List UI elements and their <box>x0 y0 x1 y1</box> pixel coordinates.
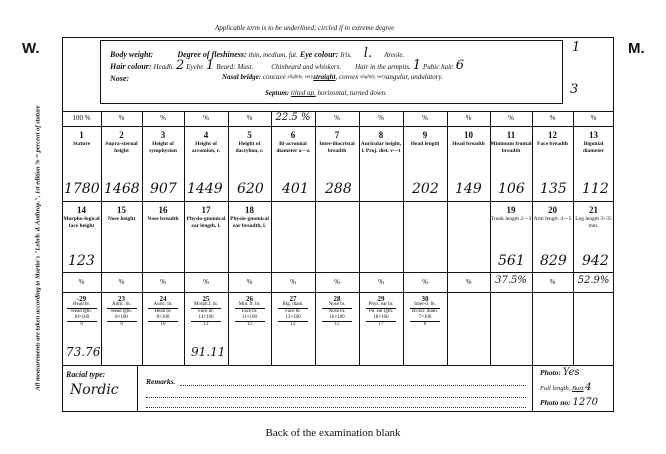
photo-no-label: Photo no: <box>540 398 571 407</box>
arm-length-value: 829 <box>540 253 567 269</box>
dactylion-height-value: 620 <box>237 181 264 197</box>
full-length-line <box>540 382 592 393</box>
grid-line <box>532 365 533 412</box>
nose-label: Nose: <box>110 74 130 83</box>
remarks-line <box>146 397 526 398</box>
trunk-length-value: 561 <box>498 253 525 269</box>
beard-label: Beard: <box>216 63 236 71</box>
bigonial-diameter-value: 112 <box>582 181 609 197</box>
index-cell-ear: 29 Phys. ear br. Ph. ear lgth. 18×100 17 <box>359 296 403 328</box>
measurement-cell-dactylion-height: 5 Height of dactylion, r. <box>235 130 264 154</box>
acromion-height-value: 1449 <box>187 181 223 197</box>
percent-cell: % <box>290 278 296 286</box>
measurement-cell-ear-length: 17 Physio-gnomical ear length, l. <box>186 205 226 229</box>
percent-cell: % <box>422 278 428 286</box>
racial-type-value: Nordic <box>70 382 119 398</box>
corner-label-right: M. <box>628 40 645 57</box>
percent-cell: % <box>508 114 514 122</box>
iris-value: l. <box>363 46 373 61</box>
full-length-option: Full length, <box>540 385 571 392</box>
facial-index-value: 91.11 <box>191 345 226 359</box>
measurement-cell-arm-length: 20 Arm lengtl. 4—5 <box>533 205 572 222</box>
figure-caption: Back of the examination blank <box>265 427 401 439</box>
index-cell-frontoparietal: 26 Min. fr. br. Face br. 11×100 12 <box>228 296 271 328</box>
photo-no-line <box>540 397 598 408</box>
measurement-cell-suprasternal-height: 2 Supra-sternal height <box>105 130 138 154</box>
iris-label: Iris. <box>340 51 352 59</box>
index-cell-breadth-height: 24 Auric. ht. Head br. 8×100 10 <box>142 296 184 328</box>
racial-type-label: Racial type: <box>66 370 106 379</box>
measurement-cell-symphysion-height: 3 Height of symphysion <box>149 130 177 154</box>
grid-line <box>447 111 448 365</box>
percent-cell: % <box>246 278 253 286</box>
index-cell-cephalic: -29 Head br. Head lgth. 10×100 9 <box>62 296 101 328</box>
grid-line <box>532 111 533 365</box>
areole-label: Areole. <box>384 51 405 59</box>
percent-cell: % <box>203 278 209 286</box>
measurement-cell-face-breadth: 12 Face breadth <box>537 130 568 147</box>
percent-cell: % <box>590 114 597 122</box>
measurement-cell-interiliocristal-breadth: 7 Inter-iliocristal breadth <box>319 130 355 154</box>
side-note: All measurements are taken according to Martin's "Lehrb. d. Anthrop.", 1st edition % = percent of stature <box>34 105 42 391</box>
measurement-cell-nose-height: 15 Nose height <box>107 205 136 222</box>
percent-cell: % <box>465 114 472 122</box>
percent-cell: % <box>378 114 384 122</box>
headh-label: Headh. <box>153 63 174 71</box>
eyebr-value: 1 <box>205 58 215 73</box>
biacromial-diameter-value: 401 <box>282 181 309 197</box>
features-line-2 <box>110 58 464 73</box>
leg-length-value: 942 <box>582 253 609 269</box>
percent-cell: % <box>160 278 166 286</box>
margin-mark-3: 3 <box>570 82 579 97</box>
percent-cell: 100 % <box>72 114 91 122</box>
pubic-hair-label: Pubic hair. <box>423 63 454 71</box>
measurement-cell-auricular-height: 8 Auricular height, l. Proj. dist. v—t <box>360 130 402 154</box>
percent-cell: % <box>549 278 556 286</box>
symphysion-height-value: 907 <box>150 181 177 197</box>
straight-option: straight <box>313 73 336 81</box>
percent-cell: % <box>78 278 85 286</box>
hair-colour-label: Hair colour: <box>110 62 152 71</box>
margin-mark-1: 1 <box>572 40 581 55</box>
nasal-bridge-label: Nasal bridge: <box>222 73 262 81</box>
percent-cell: % <box>118 114 125 122</box>
head-breadth-value: 149 <box>455 181 482 197</box>
eyebr-label: Eyebr. <box>186 63 204 71</box>
cephalic-index-value: 73.76 <box>66 345 101 359</box>
measurement-cell-nose-breadth: 16 Nose breadth <box>147 205 179 222</box>
septum-line <box>265 89 387 97</box>
measurement-cell-head-length: 9 Head length <box>410 130 440 147</box>
nasal-bridge-line: Nasal bridge: concave slightly, very, straight, convex slightly, very, angular, undulatory. <box>222 73 443 81</box>
measurement-cell-trunk-length: 19 Trunk length 2—3 <box>490 205 532 222</box>
index-cell-nasal: 28 Nose br. Nose ht. 16×100 15 <box>315 296 359 328</box>
measurement-cell-biacromial-diameter: 6 Bi-acromial diameter a—a <box>276 130 310 154</box>
measurement-cell-morphological-face-height: 14 Morpho-logical face height <box>63 205 100 229</box>
instruction-text: Applicable term is to be underlined; circled if in extreme degree <box>215 24 395 32</box>
armpits-label: Hair in the armpits. <box>355 63 411 71</box>
percent-cell: % <box>549 114 556 122</box>
eye-colour-label: Eye colour: <box>299 50 339 59</box>
corner-label-left: W. <box>22 40 40 57</box>
stature-value: 1780 <box>64 181 100 197</box>
armpits-value: 1 <box>412 58 422 73</box>
measurement-cell-bigonial-diameter: 13 Bigonial diameter <box>582 130 605 154</box>
septum-rest-options: horizontal, turned down. <box>317 89 387 97</box>
measurement-cell-stature: 1 Stature <box>72 130 91 147</box>
percent-cell: 22.5 % <box>275 112 311 123</box>
percent-cell: 37.5% <box>495 275 527 286</box>
bust-value: 4 <box>585 382 592 393</box>
percent-cell: 52.9% <box>577 275 610 286</box>
percent-cell: % <box>246 114 253 122</box>
percent-cell: % <box>465 278 472 286</box>
tilted-up-option: tilted up, <box>290 89 316 97</box>
remarks-line <box>146 407 526 408</box>
fleshiness-label: Degree of fleshiness: <box>177 50 247 59</box>
chinbeard-label: Chinbeard and whiskers. <box>271 63 342 71</box>
measurement-cell-leg-length: 21 Leg length 3+35 mm. <box>575 205 612 229</box>
percent-cell: % <box>160 114 166 122</box>
convex-degree: slightly, very, <box>360 74 387 80</box>
percent-cell: % <box>118 278 125 286</box>
concave-option: concave <box>262 73 286 81</box>
remarks-line <box>180 385 526 386</box>
photo-value: Yes <box>562 367 580 378</box>
face-breadth-value: 135 <box>540 181 567 197</box>
percent-cell: % <box>334 114 340 122</box>
bust-option: Bust <box>571 385 584 392</box>
fleshiness-options: thin, medium, fat. <box>248 51 298 59</box>
septum-label: Septum: <box>265 89 290 97</box>
bridge-rest-options: angular, undulatory. <box>385 73 443 81</box>
index-cell-facial: 25 Morph.f. ht. Face br. 14×100 12 <box>184 296 228 328</box>
grid-line <box>137 365 138 412</box>
photo-line <box>540 367 580 378</box>
percent-cell: % <box>378 278 384 286</box>
remarks-label: Remarks. <box>146 377 176 386</box>
percent-cell: % <box>334 278 340 286</box>
pubic-hair-value: 6 <box>455 58 465 73</box>
percent-cell: % <box>422 114 428 122</box>
index-cell-acromio-iliac: 30 Inter-il. br. Bi-acr. diam. 7×100 6 <box>403 296 447 328</box>
index-cell-length-height: 23 Auric. ht. Head lgth. 8×100 9 <box>101 296 142 328</box>
interiliocristal-breadth-value: 288 <box>325 181 352 197</box>
concave-degree: slightly, very, <box>287 74 315 80</box>
measurement-cell-acromion-height: 4 Height of acromion, r. <box>191 130 221 154</box>
body-weight-label: Body weight: <box>110 50 154 59</box>
measurement-cell-minimum-frontal-breadth: 11 Minimum frontal breadth <box>490 130 532 154</box>
photo-label: Photo: <box>540 368 561 377</box>
convex-option: convex <box>338 73 359 81</box>
measurement-cell-ear-breadth: 18 Physio-gnomical ear breadth, l. <box>230 205 269 229</box>
must-label: Must. <box>237 63 254 71</box>
minimum-frontal-breadth-value: 106 <box>498 181 525 197</box>
measurement-cell-head-breadth: 10 Head breadth <box>452 130 485 147</box>
headh-value: 2 <box>175 58 185 73</box>
photo-no-value: 1270 <box>572 397 598 408</box>
head-length-value: 202 <box>412 181 439 197</box>
suprasternal-height-value: 1468 <box>104 181 140 197</box>
index-cell-zygomandibular: 27 Big. diam. Face br. 13×100 12 <box>271 296 315 328</box>
morphological-face-height-value: 123 <box>68 253 95 269</box>
percent-cell: % <box>203 114 209 122</box>
